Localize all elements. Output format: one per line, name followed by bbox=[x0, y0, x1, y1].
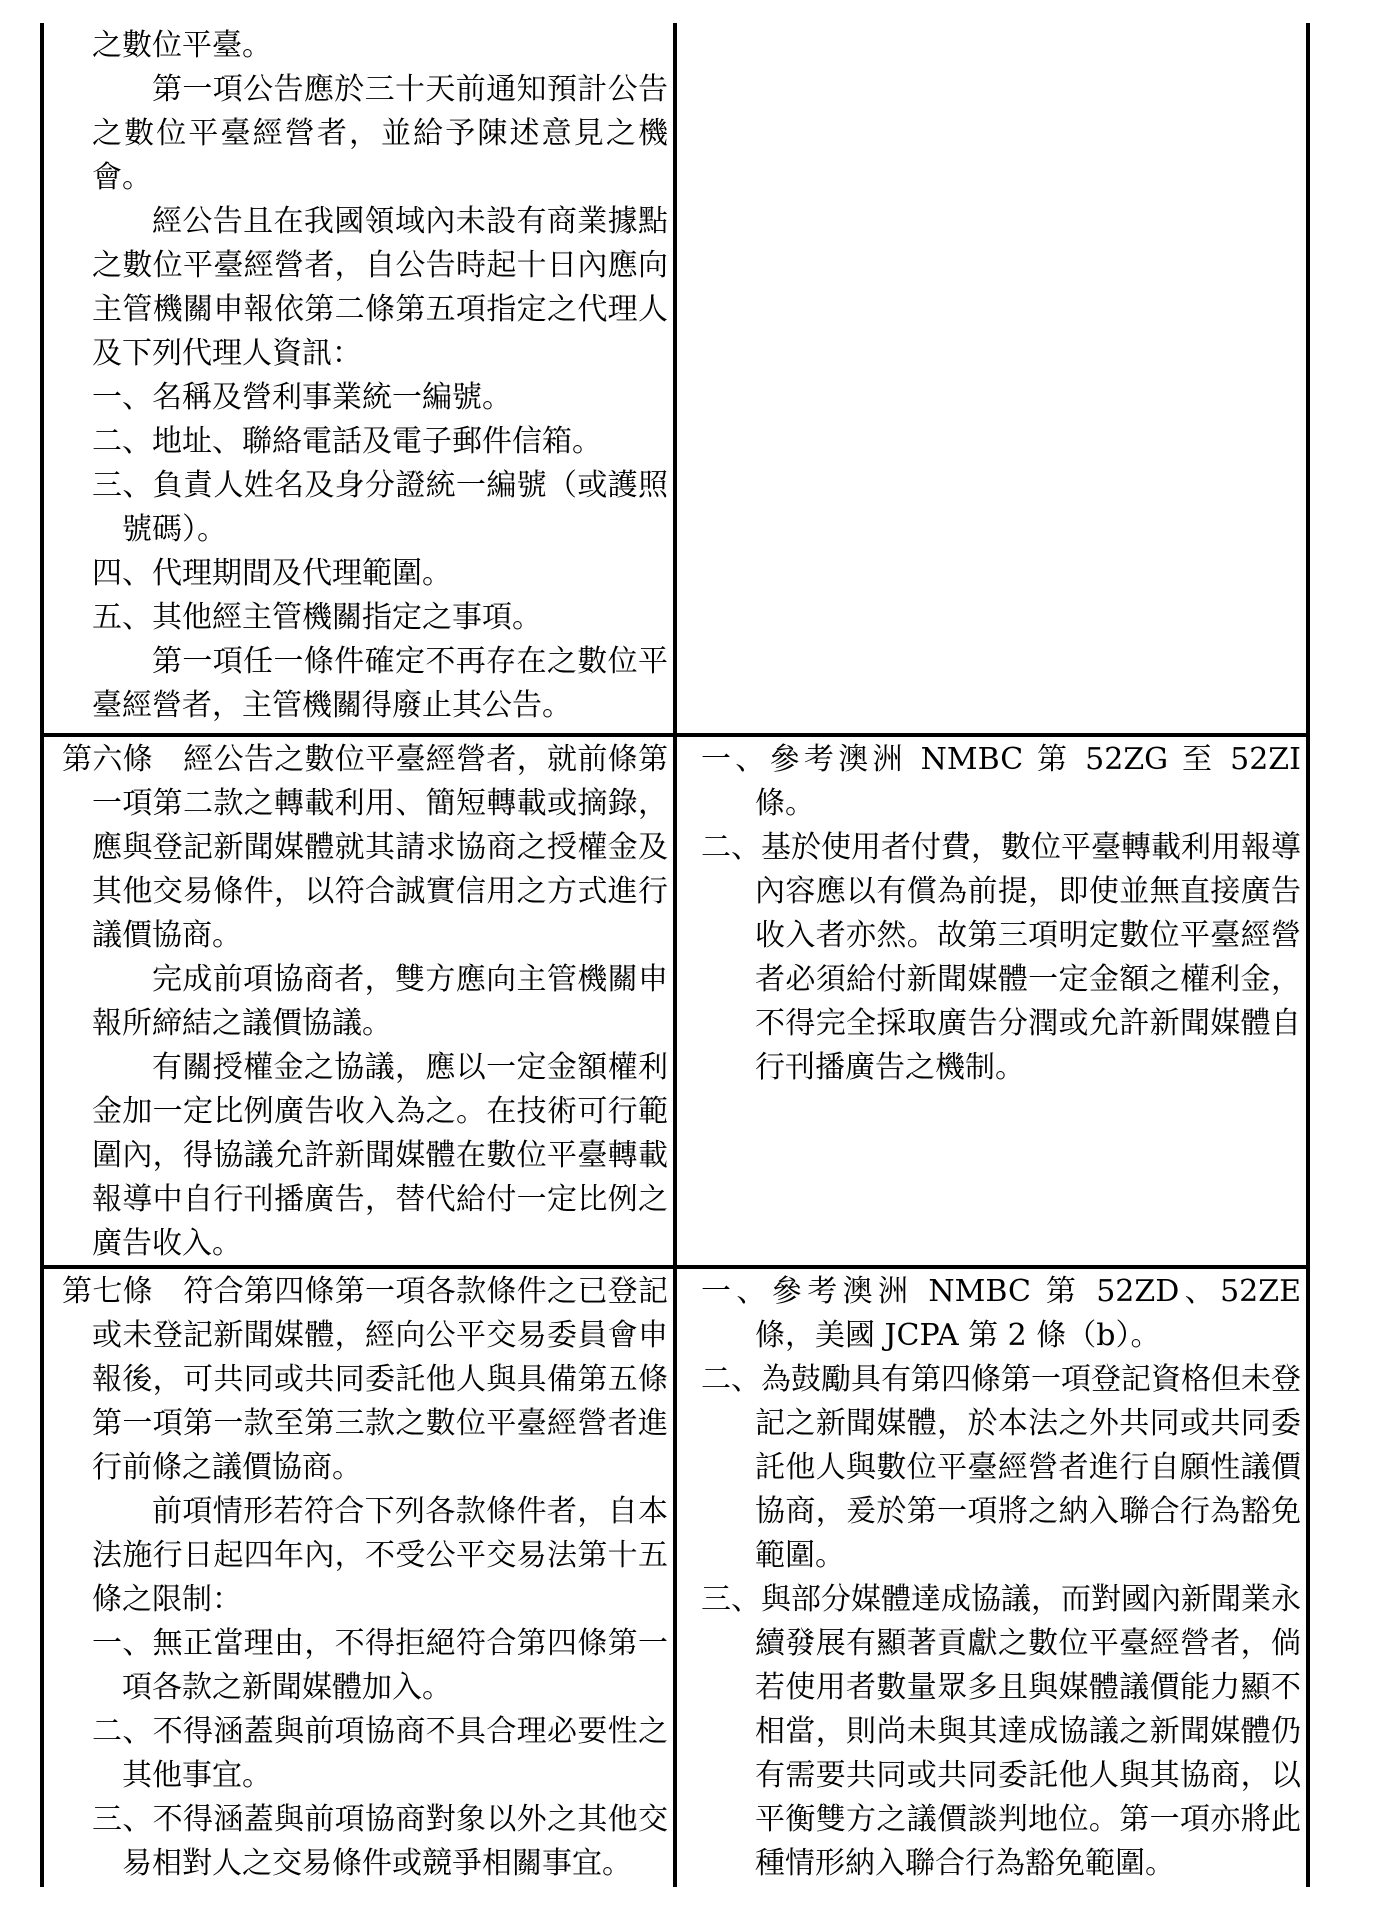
article-heading-paragraph: 第七條 符合第四條第一項各款條件之已登記或未登記新聞媒體，經向公平交易委員會申報後，可共同或共同委託他人與具備第五條第一項第一款至第三款之數位平臺經營者進行前條之議價協商。 bbox=[62, 1274, 668, 1485]
explanation-list-item: 二、為鼓勵具有第四條第一項登記資格但未登記之新聞媒體，於本法之外共同或共同委託他人與數位平臺經營者進行自願性議價協商，爰於第一項將之納入聯合行為豁免範圍。 bbox=[701, 1362, 1301, 1573]
article-list-item: 三、負責人姓名及身分證統一編號（或護照號碼）。 bbox=[92, 468, 668, 547]
article-list-item: 四、代理期間及代理範圍。 bbox=[92, 556, 452, 591]
row2-provisions-cell bbox=[40, 733, 677, 1265]
row3-explanation-cell bbox=[677, 1265, 1310, 1887]
article-list-item: 三、不得涵蓋與前項協商對象以外之其他交易相對人之交易條件或競爭相關事宜。 bbox=[92, 1802, 668, 1881]
article-list-item: 一、無正當理由，不得拒絕符合第四條第一項各款之新聞媒體加入。 bbox=[92, 1626, 668, 1705]
explanation-list-item: 一、參考澳洲 NMBC 第 52ZG 至 52ZI 條。 bbox=[701, 742, 1301, 821]
explanation-list-item: 一、參考澳洲 NMBC 第 52ZD、52ZE 條，美國 JCPA 第 2 條（b）。 bbox=[701, 1274, 1301, 1353]
row1-explanation-cell bbox=[677, 23, 1310, 733]
article-list-item: 二、不得涵蓋與前項協商不具合理必要性之其他事宜。 bbox=[92, 1714, 668, 1793]
statute-comparison-table bbox=[40, 23, 1310, 1887]
article-list-item: 一、名稱及營利事業統一編號。 bbox=[92, 380, 512, 415]
explanation-list-item: 三、與部分媒體達成協議，而對國內新聞業永續發展有顯著貢獻之數位平臺經營者，倘若使用者數量眾多且與媒體議價能力顯不相當，則尚未與其達成協議之新聞媒體仍有需要共同或共同委託他人與其協商，以平衡雙方之議價談判地位。第一項亦將此種情形納入聯合行為豁免範圍。 bbox=[701, 1582, 1301, 1881]
article-heading-paragraph: 第六條 經公告之數位平臺經營者，就前條第一項第二款之轉載利用、簡短轉載或摘錄，應與登記新聞媒體就其請求協商之授權金及其他交易條件，以符合誠實信用之方式進行議價協商。 bbox=[62, 742, 668, 953]
article-paragraph: 有關授權金之協議，應以一定金額權利金加一定比例廣告收入為之。在技術可行範圍內，得協議允許新聞媒體在數位平臺轉載報導中自行刊播廣告，替代給付一定比例之廣告收入。 bbox=[92, 1050, 668, 1261]
article-list-item: 二、地址、聯絡電話及電子郵件信箱。 bbox=[92, 424, 602, 459]
article-continuation-text: 之數位平臺。 bbox=[92, 28, 272, 63]
row2-explanation-cell bbox=[677, 733, 1310, 1265]
article-list-item: 五、其他經主管機關指定之事項。 bbox=[92, 600, 542, 635]
row3-provisions-cell bbox=[40, 1265, 677, 1887]
article-paragraph: 完成前項協商者，雙方應向主管機關申報所締結之議價協議。 bbox=[92, 962, 668, 1041]
explanation-list-item: 二、基於使用者付費，數位平臺轉載利用報導內容應以有償為前提，即使並無直接廣告收入者亦然。故第三項明定數位平臺經營者必須給付新聞媒體一定金額之權利金，不得完全採取廣告分潤或允許新聞媒體自行刊播廣告之機制。 bbox=[701, 830, 1301, 1085]
article-paragraph: 經公告且在我國領域內未設有商業據點之數位平臺經營者，自公告時起十日內應向主管機關申報依第二條第五項指定之代理人及下列代理人資訊： bbox=[92, 204, 668, 371]
row1-provisions-cell bbox=[40, 23, 677, 733]
article-paragraph: 第一項任一條件確定不再存在之數位平臺經營者，主管機關得廢止其公告。 bbox=[92, 644, 668, 723]
article-paragraph: 前項情形若符合下列各款條件者，自本法施行日起四年內，不受公平交易法第十五條之限制： bbox=[92, 1494, 668, 1617]
article-paragraph: 第一項公告應於三十天前通知預計公告之數位平臺經營者，並給予陳述意見之機會。 bbox=[92, 72, 668, 195]
